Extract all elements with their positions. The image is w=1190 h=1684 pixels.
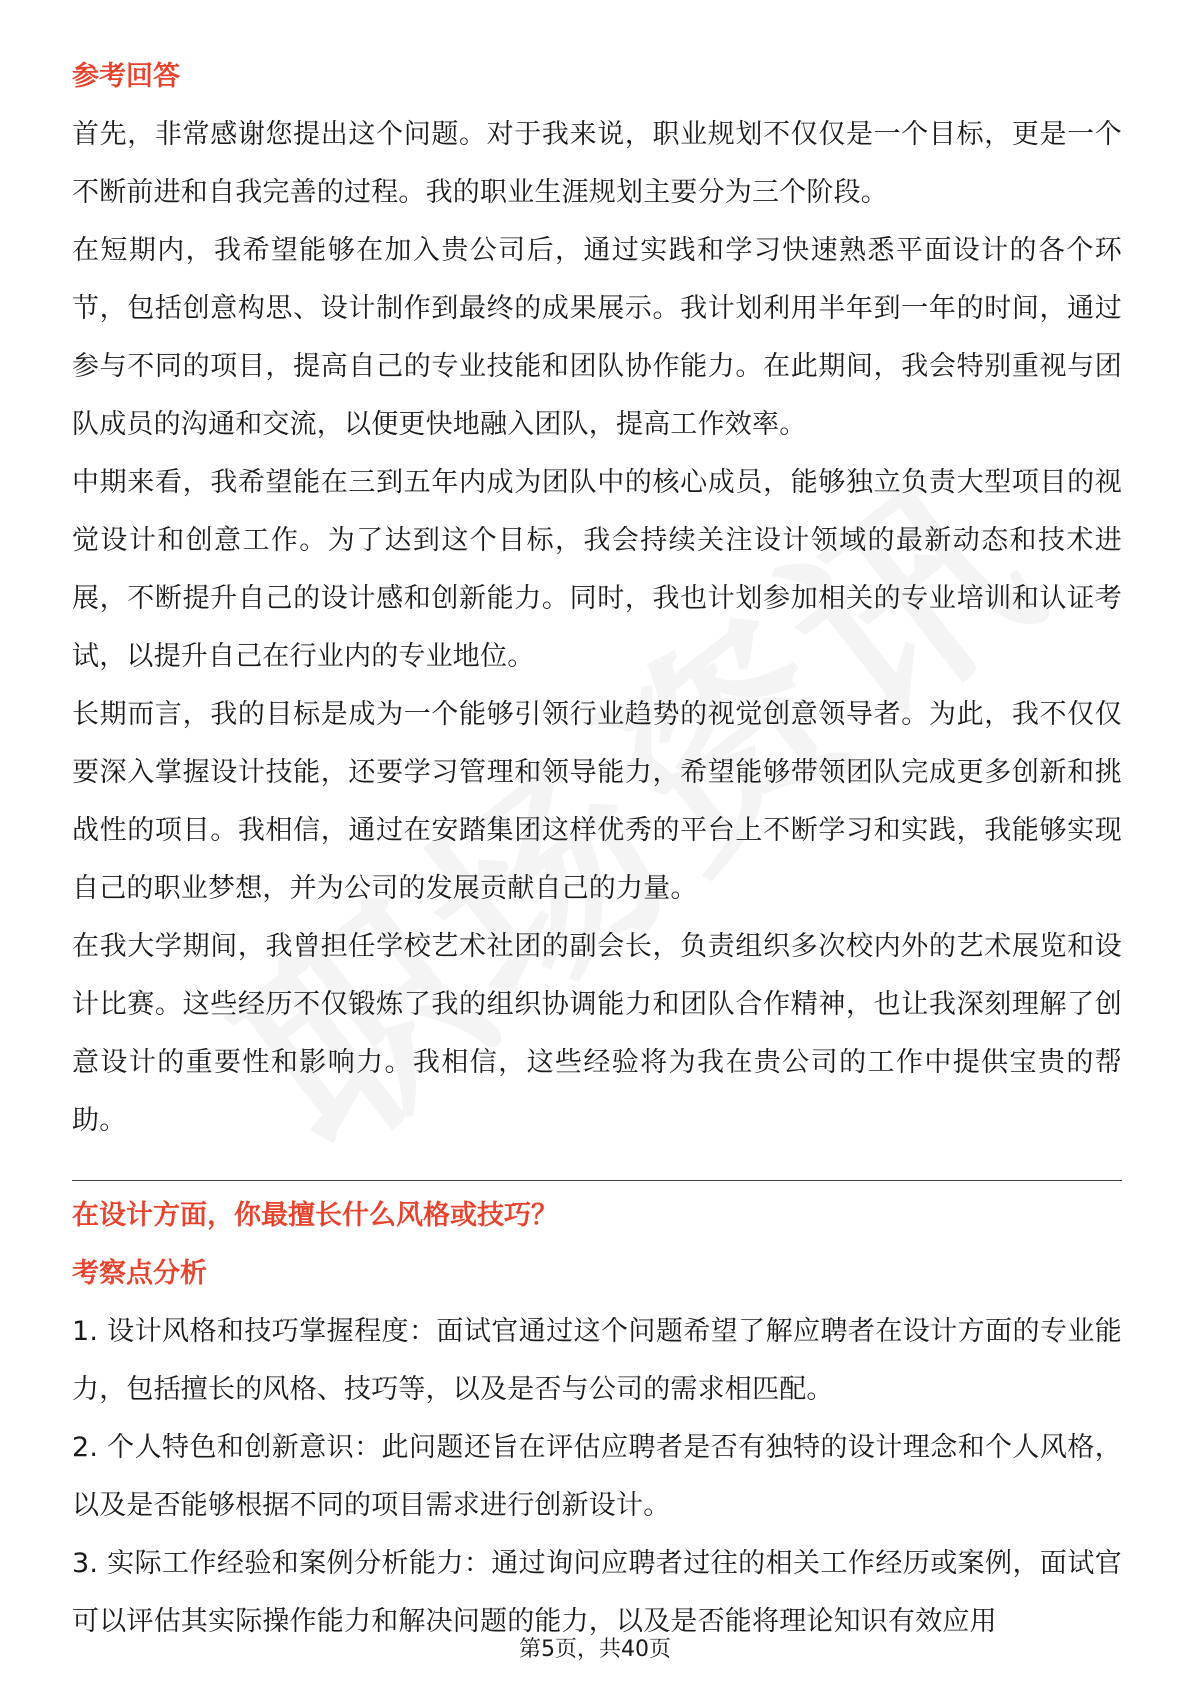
answer-paragraph: 在短期内，我希望能够在加入贵公司后，通过实践和学习快速熟悉平面设计的各个环节，包括创意构思、设计制作到最终的成果展示。我计划利用半年到一年的时间，通过参与不同的项目，提高自己的专业技能和团队协作能力。在此期间，我会特别重视与团队成员的沟通和交流，以便更快地融入团队，提高工作效率。 — [72, 235, 1122, 440]
analysis-heading: 考察点分析 — [72, 1258, 207, 1289]
page-footer: 第5页，共40页 — [519, 1637, 671, 1662]
section-divider — [72, 1180, 1122, 1181]
page-content — [72, 48, 1122, 1651]
answer-paragraph: 中期来看，我希望能在三到五年内成为团队中的核心成员，能够独立负责大型项目的视觉设计和创意工作。为了达到这个目标，我会持续关注设计领域的最新动态和技术进展，不断提升自己的设计感和创新能力。同时，我也计划参加相关的专业培训和认证考试，以提升自己在行业内的专业地位。 — [72, 467, 1122, 672]
analysis-item: 3. 实际工作经验和案例分析能力：通过询问应聘者过往的相关工作经历或案例，面试官可以评估其实际操作能力和解决问题的能力，以及是否能将理论知识有效应用 — [72, 1548, 1122, 1637]
reference-answer-heading: 参考回答 — [72, 61, 180, 92]
analysis-item: 1. 设计风格和技巧掌握程度：面试官通过这个问题希望了解应聘者在设计方面的专业能力，包括擅长的风格、技巧等，以及是否与公司的需求相匹配。 — [72, 1316, 1122, 1405]
analysis-item: 2. 个人特色和创新意识：此问题还旨在评估应聘者是否有独特的设计理念和个人风格，以及是否能够根据不同的项目需求进行创新设计。 — [72, 1432, 1122, 1521]
answer-paragraph: 在我大学期间，我曾担任学校艺术社团的副会长，负责组织多次校内外的艺术展览和设计比赛。这些经历不仅锻炼了我的组织协调能力和团队合作精神，也让我深刻理解了创意设计的重要性和影响力。我相信，这些经验将为我在贵公司的工作中提供宝贵的帮助。 — [72, 931, 1122, 1136]
answer-paragraph: 长期而言，我的目标是成为一个能够引领行业趋势的视觉创意领导者。为此，我不仅仅要深入掌握设计技能，还要学习管理和领导能力，希望能够带领团队完成更多创新和挑战性的项目。我相信，通过在安踏集团这样优秀的平台上不断学习和实践，我能够实现自己的职业梦想，并为公司的发展贡献自己的力量。 — [72, 699, 1122, 904]
answer-paragraph: 首先，非常感谢您提出这个问题。对于我来说，职业规划不仅仅是一个目标，更是一个不断前进和自我完善的过程。我的职业生涯规划主要分为三个阶段。 — [72, 119, 1122, 208]
question-heading: 在设计方面，你最擅长什么风格或技巧？ — [72, 1200, 558, 1231]
